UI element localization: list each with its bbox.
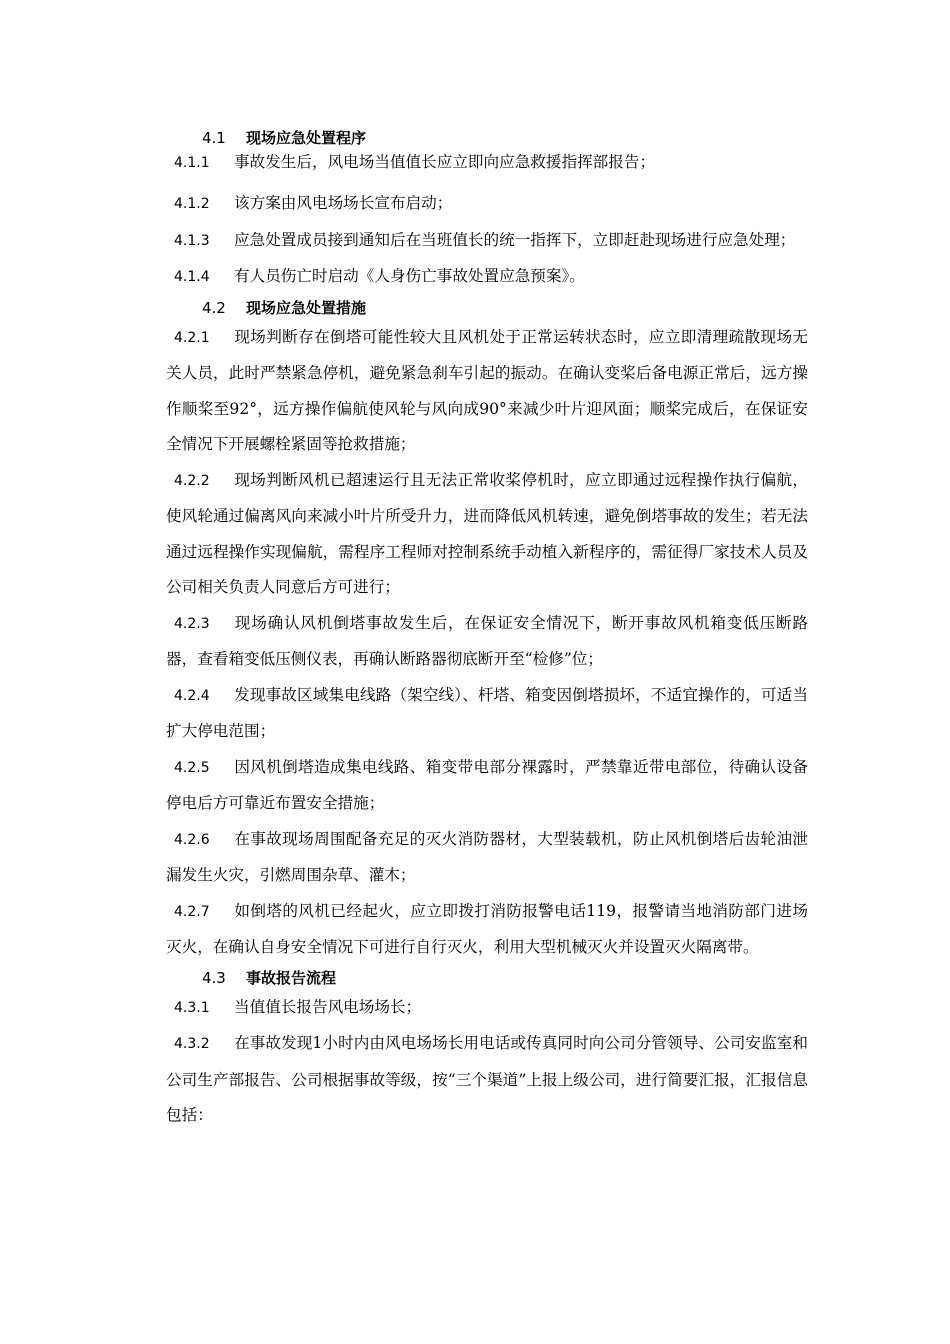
section-4-1 <box>166 126 808 296</box>
paragraph-4-3-1 <box>166 990 808 1027</box>
item-number: 4.3.2 <box>174 1036 210 1052</box>
item-number: 4.2.3 <box>174 615 210 632</box>
item-number: 4.1.3 <box>174 232 210 249</box>
paragraph-4-1-4 <box>166 259 808 296</box>
paragraph-4-2-7 <box>166 894 808 966</box>
item-text: 现场判断风机已超速运行且无法正常收桨停机时，应立即通过远程操作执行偏航，使风轮通过偏离风向来减小叶片所受升力，进而降低风机转速，避免倒塔事故的发生；若无法通过远程操作实现偏航，需程序工程师对控制系统手动植入新程序的，需征得厂家技术人员及公司相关负责人同意后方可进行； <box>166 470 808 596</box>
item-number: 4.1.2 <box>174 196 210 212</box>
paragraph-4-2-2 <box>166 463 808 606</box>
item-text: 发现事故区域集电线路（架空线）、杆塔、箱变因倒塔损坏，不适宜操作的，可适当扩大停电范围； <box>166 685 808 740</box>
item-text: 事故发生后，风电场当值值长应立即向应急救援指挥部报告； <box>234 153 656 171</box>
item-number: 4.3.1 <box>174 999 210 1016</box>
section-title: 现场应急处置程序 <box>246 129 367 147</box>
section-heading <box>202 126 808 150</box>
section-title: 现场应急处置措施 <box>246 298 367 317</box>
section-4-3 <box>166 966 808 1134</box>
item-number: 4.2.5 <box>174 759 210 776</box>
item-text: 有人员伤亡时启动《人身伤亡事故处置应急预案》。 <box>234 267 585 285</box>
paragraph-4-2-4 <box>166 678 808 750</box>
item-text: 应急处置成员接到通知后在当班值长的统一指挥下，立即赶赴现场进行应急处理； <box>234 230 796 249</box>
paragraph-4-1-3 <box>166 223 808 260</box>
paragraph-4-2-5 <box>166 750 808 822</box>
section-number: 4.3 <box>202 968 226 987</box>
section-heading <box>202 296 808 320</box>
section-4-2 <box>166 296 808 966</box>
item-text: 在事故发现1小时内由风电场场长用电话或传真同时向公司分管领导、公司安监室和公司生产部报告、公司根据事故等级，按“三个渠道”上报上级公司，进行简要汇报，汇报信息包括： <box>166 1034 808 1124</box>
item-number: 4.2.2 <box>174 472 210 489</box>
item-text: 因风机倒塔造成集电线路、箱变带电部分裸露时，严禁靠近带电部位，待确认设备停电后方可靠近布置安全措施； <box>166 757 808 812</box>
item-text: 现场判断存在倒塔可能性较大且风机处于正常运转状态时，应立即清理疏散现场无关人员，此时严禁紧急停机，避免紧急刹车引起的振动。在确认变桨后备电源正常后，远方操作顺桨至92°，远方操作偏航使风轮与风向成90°来减少叶片迎风面；顺桨完成后，在保证安全情况下开展螺栓紧固等抢救措施； <box>166 327 808 453</box>
section-number: 4.1 <box>202 129 226 147</box>
item-text: 该方案由风电场场长宣布启动； <box>234 194 453 212</box>
item-text: 现场确认风机倒塔事故发生后，在保证安全情况下，断开事故风机箱变低压断路器，查看箱变低压侧仪表，再确认断路器彻底断开至“检修”位； <box>166 613 808 668</box>
paragraph-4-2-3 <box>166 606 808 678</box>
paragraph-4-3-2 <box>166 1026 808 1134</box>
section-title: 事故报告流程 <box>246 968 337 987</box>
section-heading <box>202 966 808 990</box>
item-text: 在事故现场周围配备充足的灭火消防器材，大型装载机，防止风机倒塔后齿轮油泄漏发生火灾，引燃周围杂草、灌木； <box>166 829 808 884</box>
item-text: 如倒塔的风机已经起火，应立即拨打消防报警电话119，报警请当地消防部门进场灭火，在确认自身安全情况下可进行自行灭火，利用大型机械灭火并设置灭火隔离带。 <box>166 901 808 956</box>
item-number: 4.2.7 <box>174 903 210 920</box>
item-number: 4.1.4 <box>174 269 210 285</box>
document-body <box>166 126 808 1134</box>
paragraph-4-2-6 <box>166 822 808 894</box>
item-number: 4.2.1 <box>174 329 210 346</box>
paragraph-4-1-2 <box>166 186 808 223</box>
item-number: 4.2.6 <box>174 831 210 848</box>
paragraph-4-2-1 <box>166 320 808 463</box>
item-text: 当值值长报告风电场场长； <box>234 997 422 1016</box>
section-number: 4.2 <box>202 298 226 317</box>
item-number: 4.2.4 <box>174 687 210 704</box>
paragraph-4-1-1 <box>166 150 808 175</box>
item-number: 4.1.1 <box>174 155 210 171</box>
